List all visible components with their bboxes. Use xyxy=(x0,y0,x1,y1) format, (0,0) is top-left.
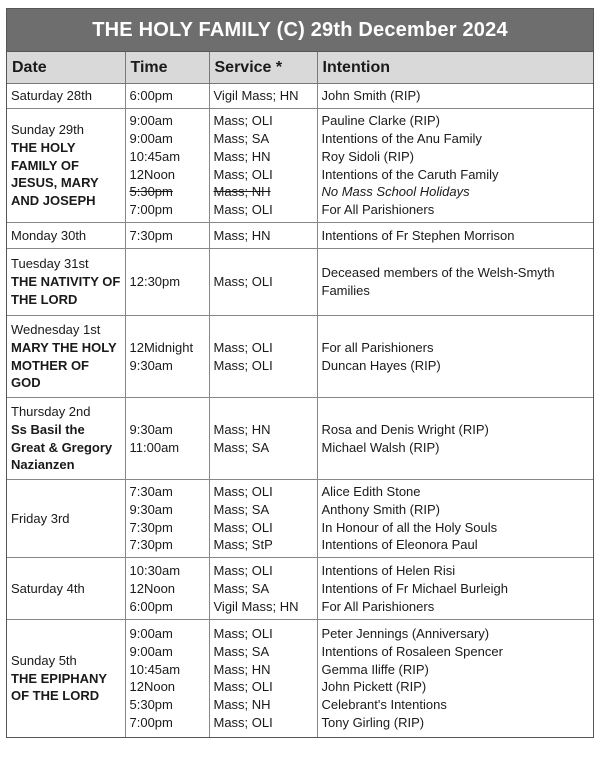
day-label: Wednesday 1st xyxy=(11,321,101,337)
day-label: Tuesday 31st xyxy=(11,256,89,272)
time-cell xyxy=(125,249,209,316)
time-value: 10:30am xyxy=(129,562,181,578)
time-value: 9:30am xyxy=(129,421,173,437)
intention-value: For all Parishioners xyxy=(321,339,434,355)
time-value: 11:00am xyxy=(129,439,180,455)
service-cell xyxy=(209,398,317,480)
service-value: Mass; NH xyxy=(213,697,271,713)
service-value: Mass; SA xyxy=(213,439,270,455)
service-value: Mass; OLI xyxy=(213,679,273,695)
feast-name: THE NATIVITY OF THE LORD xyxy=(11,274,121,307)
service-cell xyxy=(209,109,317,223)
schedule-row xyxy=(7,480,593,558)
service-value: Vigil Mass; HN xyxy=(213,88,299,104)
intention-value: Intentions of Eleonora Paul xyxy=(321,537,478,553)
day-label: Saturday 4th xyxy=(11,580,85,596)
time-value: 6:00pm xyxy=(129,598,173,614)
service-value: Mass; OLI xyxy=(213,562,273,578)
service-value: Mass; OLI xyxy=(213,357,273,373)
time-value: 9:00am xyxy=(129,113,173,129)
time-value: 12Noon xyxy=(129,166,176,182)
day-label: Sunday 5th xyxy=(11,652,77,668)
day-label: Saturday 28th xyxy=(11,88,92,104)
time-value: 9:00am xyxy=(129,643,173,659)
intention-cell xyxy=(317,249,593,316)
schedule-row xyxy=(7,223,593,249)
service-value: Vigil Mass; HN xyxy=(213,598,299,614)
day-label: Monday 30th xyxy=(11,227,87,243)
schedule-row xyxy=(7,84,593,109)
service-value: Mass; OLI xyxy=(213,339,273,355)
date-cell xyxy=(7,398,125,480)
time-value: 7:30pm xyxy=(129,227,173,243)
intention-value: Intentions of the Caruth Family xyxy=(321,166,499,182)
intention-cell xyxy=(317,223,593,249)
intention-value: Intentions of Rosaleen Spencer xyxy=(321,643,503,659)
service-cell xyxy=(209,480,317,558)
mass-schedule xyxy=(6,8,594,738)
date-cell xyxy=(7,249,125,316)
service-cell xyxy=(209,316,317,398)
time-value: 9:30am xyxy=(129,501,173,517)
intention-value: Gemma Iliffe (RIP) xyxy=(321,661,429,677)
intention-cell xyxy=(317,480,593,558)
intention-value: For All Parishioners xyxy=(321,202,435,218)
time-cell xyxy=(125,398,209,480)
schedule-row xyxy=(7,620,593,737)
service-value: Mass; OLI xyxy=(213,484,273,499)
service-cell xyxy=(209,620,317,737)
feast-name: Ss Basil the Great & Gregory Nazianzen xyxy=(11,421,113,473)
schedule-table xyxy=(7,52,593,737)
intention-cell xyxy=(317,558,593,620)
service-value: Mass; OLI xyxy=(213,166,273,182)
service-value: Mass; OLI xyxy=(213,113,273,129)
service-value: Mass; OLI xyxy=(213,715,273,731)
service-value: Mass; SA xyxy=(213,130,270,146)
intention-value: Peter Jennings (Anniversary) xyxy=(321,626,490,642)
intention-value: Tony Girling (RIP) xyxy=(321,715,425,731)
time-value: 7:30pm xyxy=(129,537,173,553)
intention-value: Rosa and Denis Wright (RIP) xyxy=(321,421,489,437)
intention-value: Pauline Clarke (RIP) xyxy=(321,113,440,129)
date-cell xyxy=(7,84,125,109)
service-value: Mass; HN xyxy=(213,227,271,243)
time-cell xyxy=(125,109,209,223)
intention-value: Alice Edith Stone xyxy=(321,484,421,499)
service-value: Mass; HN xyxy=(213,148,271,164)
date-cell xyxy=(7,223,125,249)
service-value: Mass; OLI xyxy=(213,274,273,290)
intention-value: Duncan Hayes (RIP) xyxy=(321,357,441,373)
header-date: Date xyxy=(7,52,125,84)
time-value: 5:30pm xyxy=(129,697,173,713)
schedule-body xyxy=(7,84,593,737)
service-value: Mass; HN xyxy=(213,421,271,437)
time-cell xyxy=(125,84,209,109)
schedule-row xyxy=(7,109,593,223)
service-cell xyxy=(209,558,317,620)
intention-value: Celebrant's Intentions xyxy=(321,697,447,713)
time-cell xyxy=(125,620,209,737)
time-value: 9:00am xyxy=(129,130,173,146)
time-value: 7:30pm xyxy=(129,519,173,535)
intention-value: In Honour of all the Holy Souls xyxy=(321,519,498,535)
time-value: 7:30am xyxy=(129,484,173,499)
time-value: 9:00am xyxy=(129,626,173,642)
time-value: 5:30pm xyxy=(129,184,173,200)
service-value: Mass; HN xyxy=(213,661,271,677)
intention-value: John Pickett (RIP) xyxy=(321,679,427,695)
intention-value: Michael Walsh (RIP) xyxy=(321,439,440,455)
service-value: Mass; SA xyxy=(213,501,270,517)
intention-value: Intentions of Fr Michael Burleigh xyxy=(321,580,508,596)
intention-value: For All Parishioners xyxy=(321,598,435,614)
time-value: 6:00pm xyxy=(129,88,173,104)
day-label: Sunday 29th xyxy=(11,122,85,137)
intention-value: Deceased members of the Welsh-Smyth Families xyxy=(321,265,555,298)
service-cell xyxy=(209,249,317,316)
feast-name: THE HOLY FAMILY OF JESUS, MARY AND JOSEPH xyxy=(11,139,99,209)
time-value: 12Noon xyxy=(129,679,176,695)
time-cell xyxy=(125,223,209,249)
day-label: Friday 3rd xyxy=(11,510,70,526)
date-cell xyxy=(7,480,125,558)
header-time: Time xyxy=(125,52,209,84)
intention-cell xyxy=(317,398,593,480)
time-value: 7:00pm xyxy=(129,715,173,731)
intention-value: John Smith (RIP) xyxy=(321,88,421,104)
intention-value: Intentions of the Anu Family xyxy=(321,130,482,146)
time-value: 12Noon xyxy=(129,580,176,596)
feast-name: MARY THE HOLY MOTHER OF GOD xyxy=(11,339,117,391)
time-value: 12Midnight xyxy=(129,339,194,355)
header-service: Service * xyxy=(209,52,317,84)
service-value: Mass; NH xyxy=(213,184,271,200)
date-cell xyxy=(7,558,125,620)
service-value: Mass; StP xyxy=(213,537,273,553)
time-value: 10:45am xyxy=(129,661,181,677)
time-value: 10:45am xyxy=(129,148,181,164)
intention-value: Intentions of Helen Risi xyxy=(321,562,456,578)
time-cell xyxy=(125,480,209,558)
time-cell xyxy=(125,316,209,398)
date-cell xyxy=(7,316,125,398)
service-value: Mass; OLI xyxy=(213,626,273,642)
schedule-row xyxy=(7,316,593,398)
intention-value: Intentions of Fr Stephen Morrison xyxy=(321,227,515,243)
service-cell xyxy=(209,223,317,249)
intention-cell xyxy=(317,620,593,737)
service-value: Mass; SA xyxy=(213,580,270,596)
day-label: Thursday 2nd xyxy=(11,403,91,419)
schedule-title: THE HOLY FAMILY (C) 29th December 2024 xyxy=(7,9,593,52)
intention-cell xyxy=(317,84,593,109)
service-value: Mass; OLI xyxy=(213,202,273,218)
header-row xyxy=(7,52,593,84)
intention-value: No Mass School Holidays xyxy=(321,184,470,200)
intention-value: Roy Sidoli (RIP) xyxy=(321,148,414,164)
time-value: 7:00pm xyxy=(129,202,173,218)
intention-cell xyxy=(317,109,593,223)
time-value: 12:30pm xyxy=(129,274,181,290)
service-cell xyxy=(209,84,317,109)
service-value: Mass; OLI xyxy=(213,519,273,535)
service-value: Mass; SA xyxy=(213,643,270,659)
time-value: 9:30am xyxy=(129,357,173,373)
time-cell xyxy=(125,558,209,620)
intention-value: Anthony Smith (RIP) xyxy=(321,501,440,517)
schedule-row xyxy=(7,398,593,480)
header-intention: Intention xyxy=(317,52,593,84)
schedule-row xyxy=(7,558,593,620)
date-cell xyxy=(7,109,125,223)
feast-name: THE EPIPHANY OF THE LORD xyxy=(11,670,107,704)
date-cell xyxy=(7,620,125,737)
intention-cell xyxy=(317,316,593,398)
schedule-row xyxy=(7,249,593,316)
